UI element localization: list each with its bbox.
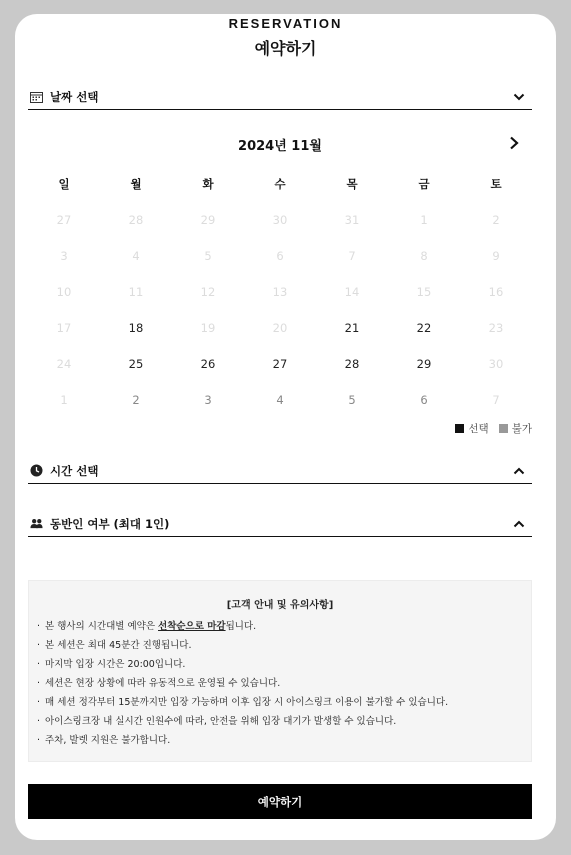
calendar-week-row [28, 282, 532, 302]
notice-item-text: 됩니다. [225, 621, 257, 632]
next-month-button[interactable] [506, 134, 522, 152]
companion-section-header[interactable] [28, 511, 532, 537]
legend-unavailable-swatch [499, 424, 508, 433]
calendar-day: 27 [56, 213, 72, 227]
calendar-day[interactable]: 21 [344, 321, 360, 335]
notice-item: · 본 세션은 최대 45분간 진행됩니다. [37, 636, 531, 655]
weekday-sun: 일 [58, 177, 70, 191]
calendar-day: 4 [276, 393, 284, 407]
calendar-day: 4 [132, 249, 140, 263]
notice-item-text: 본 행사의 시간대별 예약은 [45, 621, 159, 632]
calendar-week-row [28, 246, 532, 266]
calendar-day: 31 [344, 213, 360, 227]
weekday-tue: 화 [202, 177, 214, 191]
calendar-day: 7 [348, 249, 356, 263]
calendar-day: 6 [420, 393, 428, 407]
legend-unavailable-label: 불가 [511, 423, 532, 435]
notice-title: [고객 안내 및 유의사항] [226, 600, 334, 611]
notice-box [28, 580, 532, 762]
calendar-week-row [28, 210, 532, 230]
calendar-day: 10 [56, 285, 72, 299]
notice-item: · 매 세션 정각부터 15분까지만 입장 가능하며 이후 입장 시 아이스링크 이용이 불가할 수 있습니다. [37, 693, 531, 712]
notice-item [37, 617, 531, 636]
chevron-down-icon[interactable] [512, 90, 526, 104]
calendar-day: 23 [488, 321, 504, 335]
date-section-label: 날짜 선택 [50, 89, 99, 104]
reserve-button[interactable]: 예약하기 [28, 784, 532, 819]
calendar-week-row [28, 318, 532, 338]
calendar-day: 5 [348, 393, 356, 407]
calendar-day: 3 [60, 249, 68, 263]
month-navigator [28, 133, 532, 155]
calendar-day: 9 [492, 249, 500, 263]
clock-icon [30, 464, 43, 477]
notice-item: · 주차, 발렛 지원은 불가합니다. [37, 731, 531, 750]
calendar-day[interactable]: 27 [272, 357, 288, 371]
notice-item: · 마지막 입장 시간은 20:00입니다. [37, 655, 531, 674]
calendar-day[interactable]: 28 [344, 357, 360, 371]
weekday-thu: 목 [346, 177, 358, 191]
weekday-fri: 금 [418, 177, 430, 191]
calendar-day[interactable]: 18 [128, 321, 144, 335]
calendar-day: 19 [200, 321, 216, 335]
calendar-day: 11 [128, 285, 144, 299]
calendar-day: 1 [420, 213, 428, 227]
calendar-day[interactable]: 25 [128, 357, 144, 371]
calendar-day: 20 [272, 321, 288, 335]
calendar-day: 3 [204, 393, 212, 407]
reservation-card [15, 14, 556, 840]
calendar-day: 16 [488, 285, 504, 299]
weekday-sat: 토 [490, 177, 502, 191]
calendar-day: 24 [56, 357, 72, 371]
notice-item: · 아이스링크장 내 실시간 인원수에 따라, 안전을 위해 입장 대기가 발생할 수 있습니다. [37, 712, 531, 731]
calendar-day[interactable]: 26 [200, 357, 216, 371]
calendar-day[interactable]: 29 [416, 357, 432, 371]
calendar-week-row [28, 390, 532, 410]
calendar-day: 1 [60, 393, 68, 407]
chevron-up-icon[interactable] [512, 517, 526, 531]
notice-item: · 세션은 현장 상황에 따라 유동적으로 운영될 수 있습니다. [37, 674, 531, 693]
time-section-label: 시간 선택 [50, 463, 99, 478]
calendar-day: 13 [272, 285, 288, 299]
calendar-day: 2 [132, 393, 140, 407]
calendar-day: 12 [200, 285, 216, 299]
calendar-day: 6 [276, 249, 284, 263]
calendar-day: 17 [56, 321, 72, 335]
month-label: 2024년 11월 [238, 139, 322, 154]
calendar-day[interactable]: 22 [416, 321, 432, 335]
legend-selected-label: 선택 [468, 423, 489, 435]
calendar-day: 15 [416, 285, 432, 299]
brand-label: RESERVATION [228, 16, 343, 31]
legend-selected-swatch [455, 424, 464, 433]
people-icon [30, 517, 43, 530]
page-title: 예약하기 [254, 39, 317, 58]
weekday-header-row [28, 174, 532, 194]
calendar-day: 8 [420, 249, 428, 263]
notice-list [29, 617, 531, 750]
companion-section-label: 동반인 여부 (최대 1인) [50, 516, 170, 531]
calendar-day: 28 [128, 213, 144, 227]
calendar-day: 30 [272, 213, 288, 227]
calendar-day: 5 [204, 249, 212, 263]
calendar-day: 30 [488, 357, 504, 371]
calendar-day: 29 [200, 213, 216, 227]
date-section-header[interactable] [28, 84, 532, 110]
calendar-day: 2 [492, 213, 500, 227]
chevron-right-icon [509, 136, 519, 150]
calendar-icon [30, 90, 43, 103]
calendar-day: 7 [492, 393, 500, 407]
notice-item-emphasis: 선착순으로 마감 [158, 621, 226, 632]
weekday-mon: 월 [130, 177, 142, 191]
time-section-header[interactable] [28, 458, 532, 484]
calendar-week-row [28, 354, 532, 374]
weekday-wed: 수 [274, 177, 286, 191]
chevron-up-icon[interactable] [512, 464, 526, 478]
calendar-legend [455, 421, 532, 436]
calendar-day: 14 [344, 285, 360, 299]
